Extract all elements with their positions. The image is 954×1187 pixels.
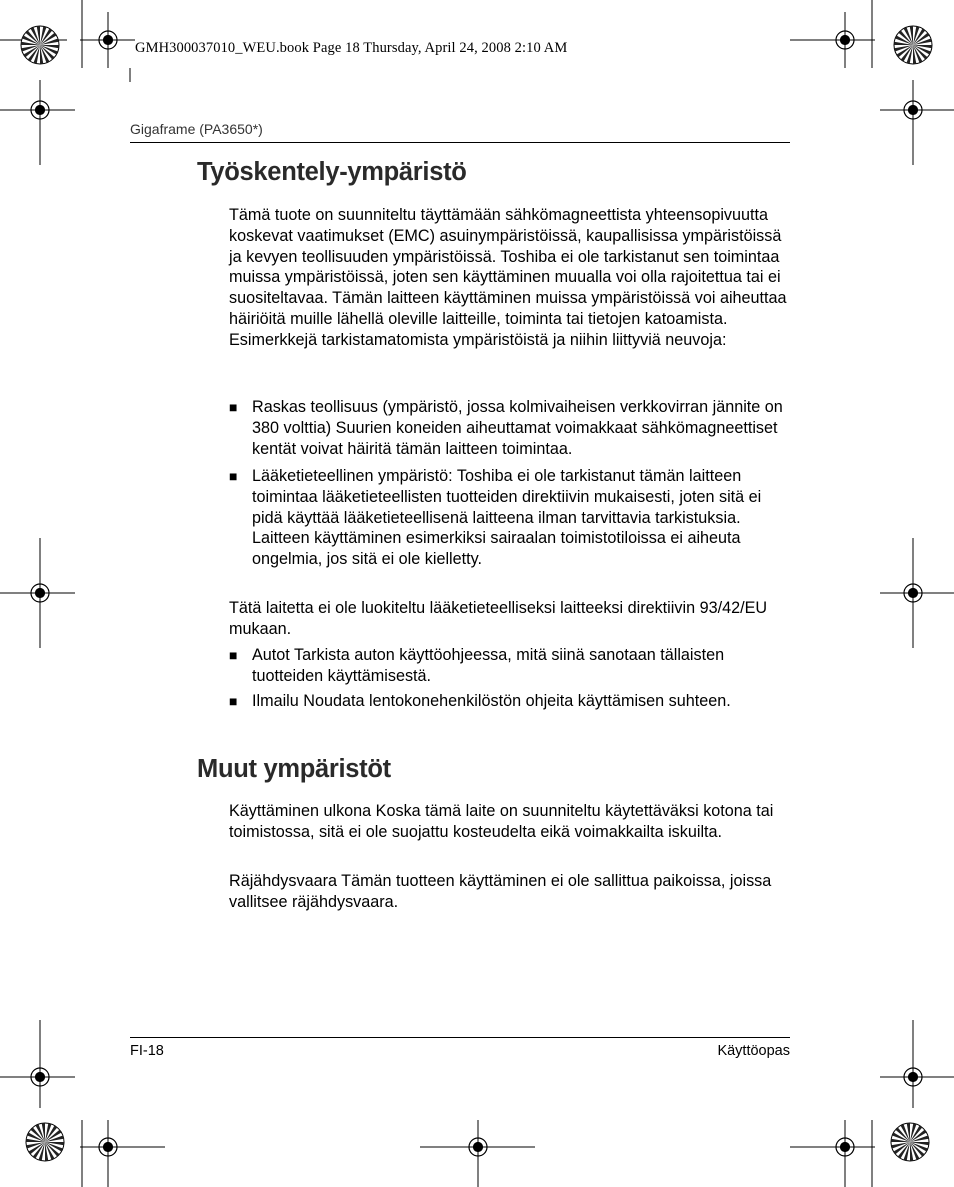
list-item-text: Raskas teollisuus (ympäristö, jossa kolmivaiheisen verkkovirran jännite on 380 volttia) Suurien koneiden aiheuttamat voimakkaat sähkömagneettiset kentät voivat häiritä tämän laitteen toimintaa.	[252, 398, 783, 458]
explosion-paragraph: Räjähdysvaara Tämän tuotteen käyttäminen ei ole sallittua paikoissa, joissa vallitsee räjähdysvaara.	[229, 872, 772, 911]
registration-target-dot	[909, 106, 918, 115]
header-rule	[130, 142, 790, 143]
list-item	[229, 691, 789, 712]
list-item-text: Ilmailu Noudata lentokonehenkilöstön ohjeita käyttämisen suhteen.	[252, 692, 731, 710]
bullet-square-icon: ■	[229, 647, 238, 663]
starburst-icon	[26, 1123, 64, 1161]
starburst-icon	[21, 26, 59, 64]
registration-target-dot	[104, 1143, 113, 1152]
list-item-text: Lääketieteellinen ympäristö: Toshiba ei ole tarkistanut tämän laitteen toimintaa lääketieteellisten tuotteiden direktiivin mukaisesti, joten sitä ei pidä käyttää lääketieteellisenä laitteena ilman tarvittavia tarkistuksia. Laitteen käyttäminen esimerkiksi sairaalan toimistotiloissa ei aiheuta ongelmia, jos sitä ei ole kielletty.	[252, 467, 762, 569]
registration-target-dot	[36, 106, 45, 115]
list-item	[229, 466, 789, 570]
registration-target-dot	[909, 589, 918, 598]
section-heading-work-environment: Työskentely-ympäristö	[197, 158, 467, 186]
registration-target-dot	[36, 1073, 45, 1082]
footer-title: Käyttöopas	[717, 1043, 790, 1059]
starburst-icon	[894, 26, 932, 64]
running-head: Gigaframe (PA3650*)	[130, 121, 263, 137]
section-heading-other-environments: Muut ympäristöt	[197, 755, 391, 783]
list-item	[229, 397, 789, 459]
registration-target-dot	[841, 1143, 850, 1152]
footer-rule	[130, 1037, 790, 1038]
directive-paragraph: Tätä laitetta ei ole luokiteltu lääketieteelliseksi laitteeksi direktiivin 93/42/EU mukaan.	[229, 599, 768, 638]
starburst-icon	[891, 1123, 929, 1161]
page-number: FI-18	[130, 1043, 164, 1059]
bullet-square-icon: ■	[229, 693, 238, 709]
bullet-square-icon: ■	[229, 468, 238, 484]
registration-target-dot	[36, 589, 45, 598]
registration-target-dot	[474, 1143, 483, 1152]
registration-target-dot	[841, 36, 850, 45]
print-slug: GMH300037010_WEU.book Page 18 Thursday, April 24, 2008 2:10 AM	[135, 40, 568, 56]
registration-target-dot	[104, 36, 113, 45]
list-item	[229, 645, 789, 687]
registration-target-dot	[909, 1073, 918, 1082]
outdoor-paragraph: Käyttäminen ulkona Koska tämä laite on suunniteltu käytettäväksi kotona tai toimistossa, sitä ei ole suojattu kosteudelta eikä voimakkailta iskuilta.	[229, 802, 774, 841]
list-item-text: Autot Tarkista auton käyttöohjeessa, mitä siinä sanotaan tällaisten tuotteiden käyttämisestä.	[252, 646, 725, 685]
intro-paragraph: Tämä tuote on suunniteltu täyttämään sähkömagneettista yhteensopivuutta koskevat vaatimukset (EMC) asuinympäristöissä, kaupallisissa ympäristöissä ja kevyen teollisuuden ympäristöissä. Toshiba ei ole tarkistanut sen toimintaa muissa ympäristöissä, joten sen käyttäminen muualla voi olla rajoitettua tai ei suositeltavaa. Tämän laitteen käyttäminen muissa ympäristöissä voi aiheuttaa häiriöitä muille lähellä oleville laitteille, toiminta tai tietojen katoamista. Esimerkkejä tarkistamatomista ympäristöistä ja niihin liittyviä neuvoja:	[229, 206, 787, 349]
bullet-square-icon: ■	[229, 399, 238, 415]
